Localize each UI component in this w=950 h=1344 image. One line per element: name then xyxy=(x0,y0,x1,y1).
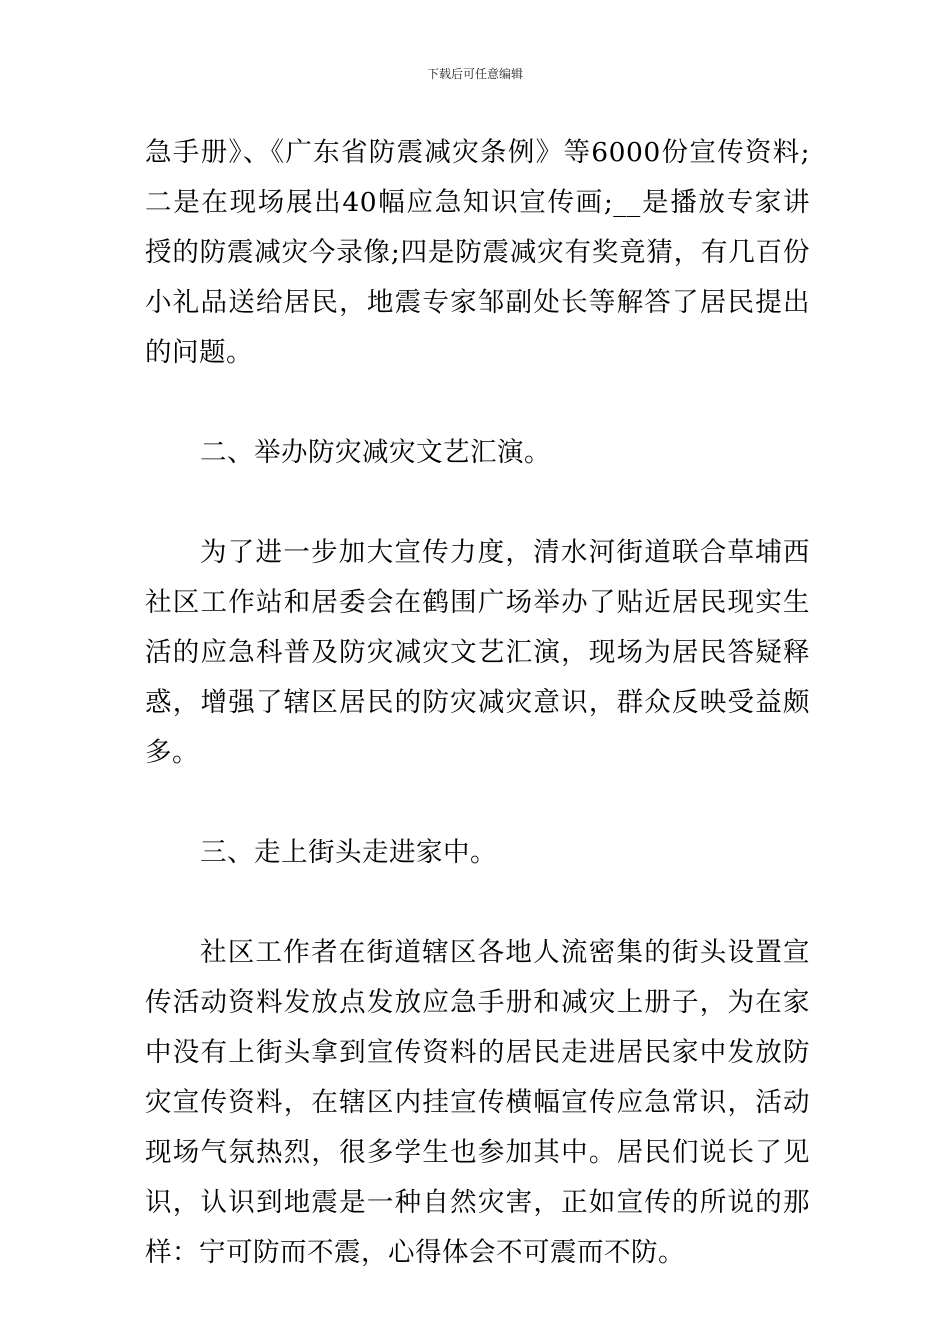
document-body xyxy=(145,128,810,1278)
section-heading-3: 三、走上街头走进家中。 xyxy=(200,837,497,868)
page-header: 下载后可任意编辑 xyxy=(426,67,523,81)
paragraph-continuation: 急手册》、《广东省防震减灾条例》等6000份宣传资料;二是在现场展出40幅应急知识宣传画;__是播放专家讲授的防震减灾今录像;四是防震减灾有奖竟猜，有几百份小礼品送给居民，地震专家邹副处长等解答了居民提出的问题。 xyxy=(145,137,810,368)
paragraph-cultural-performance: 为了进一步加大宣传力度，清水河街道联合草埔西社区工作站和居委会在鹤围广场举办了贴近居民现实生活的应急科普及防灾减灾文艺汇演，现场为居民答疑释惑，增强了辖区居民的防灾减灾意识，群众反映受益颇多。 xyxy=(145,537,810,768)
paragraph-street-outreach: 社区工作者在街道辖区各地人流密集的街头设置宣传活动资料发放点发放应急手册和减灾上册子，为在家中没有上街头拿到宣传资料的居民走进居民家中发放防灾宣传资料，在辖区内挂宣传横幅宣传应急常识，活动现场气氛热烈，很多学生也参加其中。居民们说长了见识，认识到地震是一种自然灾害，正如宣传的所说的那样：宁可防而不震，心得体会不可震而不防。 xyxy=(145,937,810,1268)
section-heading-2: 二、举办防灾减灾文艺汇演。 xyxy=(200,437,551,468)
